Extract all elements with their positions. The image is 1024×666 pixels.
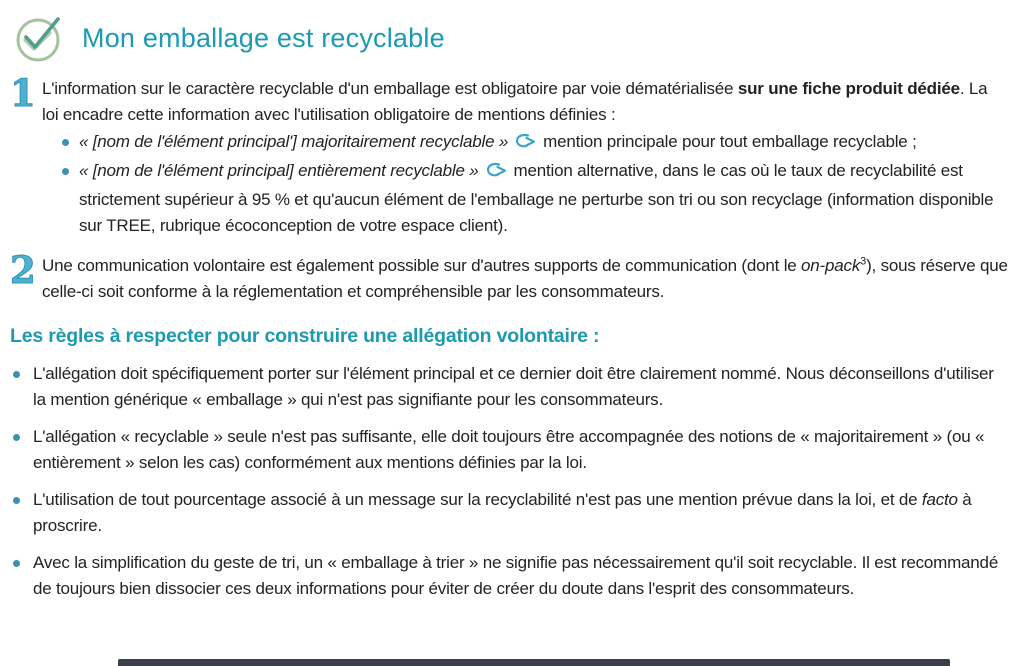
page-title: Mon emballage est recyclable <box>82 22 445 53</box>
section-2-paragraph <box>42 253 1008 305</box>
rule-text: L'allégation « recyclable » seule n'est pas suffisante, elle doit toujours être accompagnée des notions de « majoritairement » (ou « entièrement » selon les cas) conformément aux mentions définies par la loi. <box>33 427 985 472</box>
list-item <box>62 158 1008 239</box>
paragraph-text: Une communication volontaire est également possible sur d'autres supports de communication (dont le <box>42 256 802 275</box>
list-item <box>10 424 1008 476</box>
bullet-dot <box>13 497 20 504</box>
page-header <box>12 10 1008 66</box>
section-1-intro <box>42 76 1008 128</box>
section-2-number: 2 <box>10 248 36 292</box>
mention-text: mention principale pour tout emballage recyclable ; <box>543 132 917 151</box>
mention-quote: « [nom de l'élément principal] entièrement recyclable » <box>79 161 479 180</box>
paragraph-text-after: ), sous réserve que celle-ci soit conforme à la réglementation et compréhensible par les consommateurs. <box>42 256 1008 301</box>
list-item <box>10 550 1008 602</box>
bullet-dot <box>62 168 69 175</box>
section-1 <box>10 71 1008 239</box>
intro-text: L'information sur le caractère recyclable d'un emballage est obligatoire par voie dématérialisée <box>42 79 738 98</box>
section-2-content <box>42 253 1008 305</box>
rules-list <box>10 361 1008 602</box>
intro-bold-text: sur une fiche produit dédiée <box>737 79 960 98</box>
rule-text: L'allégation doit spécifiquement porter sur l'élément principal et ce dernier doit être clairement nommé. Nous déconseillons d'utiliser la mention générique « emballage » qui n'est pas signifiante pour les consommateurs. <box>33 364 994 409</box>
curved-arrow-icon <box>485 161 509 187</box>
bullet-dot <box>13 371 20 378</box>
list-item <box>10 487 1008 539</box>
intro-text-after: . La loi encadre cette information avec l'utilisation obligatoire de mentions définies : <box>42 79 988 124</box>
rules-heading: Les règles à respecter pour construire une allégation volontaire : <box>10 325 600 347</box>
mention-quote: « [nom de l'élément principal'] majoritairement recyclable » <box>79 132 509 151</box>
footnote-marker: 3 <box>860 255 867 268</box>
rule-text: L'utilisation de tout pourcentage associé à un message sur la recyclabilité n'est pas une mention prévue dans la loi, et de <box>33 490 922 509</box>
bullet-dot <box>13 560 20 567</box>
section-2 <box>10 248 1008 305</box>
rule-text-after: à proscrire. <box>33 490 972 535</box>
paragraph-italic-text: on-pack <box>801 256 861 275</box>
list-item <box>10 361 1008 413</box>
mention-text: mention alternative, dans le cas où le taux de recyclabilité est strictement supérieur à 95 % et qu'aucun élément de l'emballage ne perturbe son tri ou son recyclage (information disponible sur TREE, rubrique écoconception de votre espace client). <box>79 161 994 235</box>
list-item <box>62 129 1008 158</box>
check-circle-icon <box>12 10 68 66</box>
section-1-content <box>42 76 1008 239</box>
section-1-number: 1 <box>10 71 36 115</box>
curved-arrow-icon <box>514 132 538 158</box>
bottom-cropped-banner <box>118 659 950 666</box>
mentions-list <box>42 129 1008 239</box>
bullet-dot <box>13 434 20 441</box>
bullet-dot <box>62 139 69 146</box>
rule-text: Avec la simplification du geste de tri, un « emballage à trier » ne signifie pas nécessairement qu'il soit recyclable. Il est recommandé de toujours bien dissocier ces deux informations pour éviter de créer du doute dans l'esprit des consommateurs. <box>33 553 999 598</box>
rule-italic-text: facto <box>921 490 958 509</box>
